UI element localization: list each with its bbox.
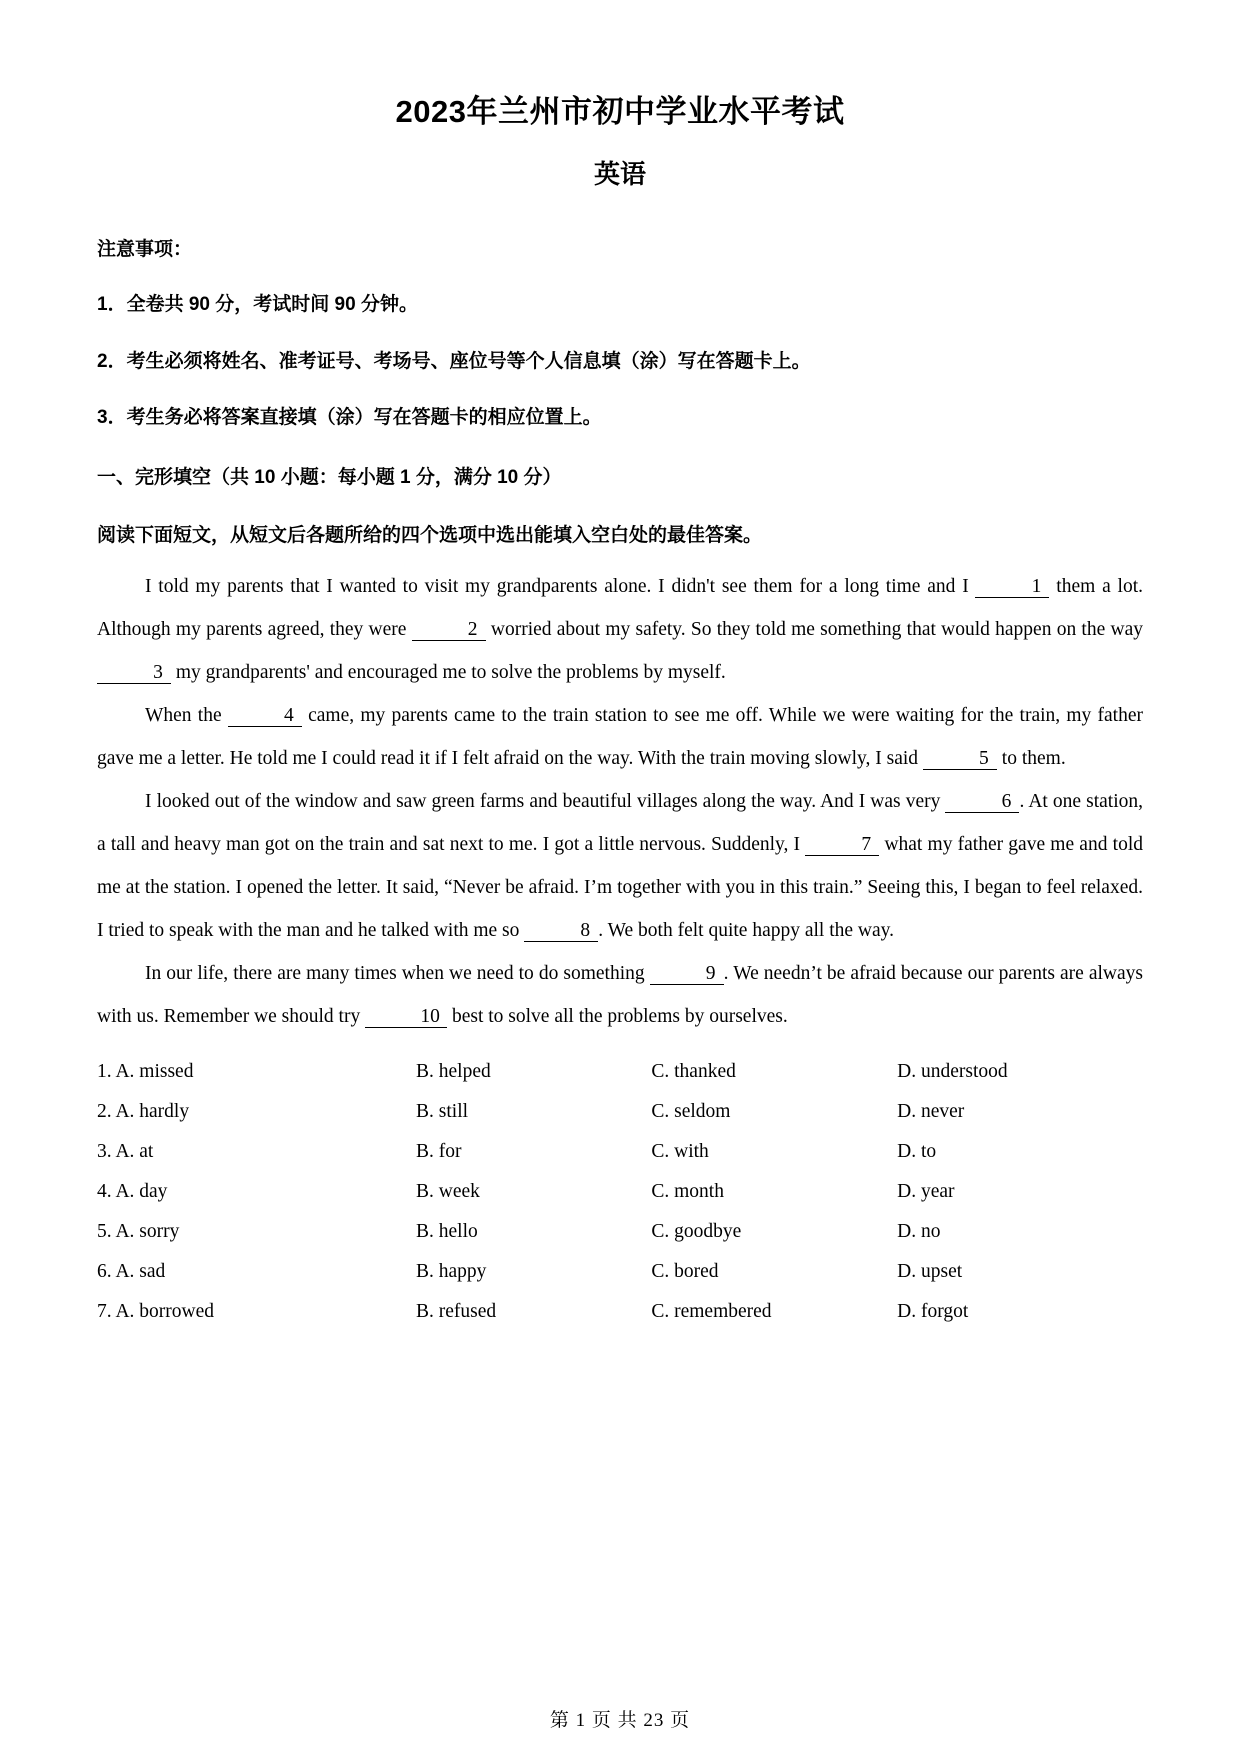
- option-d[interactable]: D. forgot: [897, 1301, 969, 1323]
- question-number: 3.: [97, 1141, 112, 1163]
- question-number: 4.: [97, 1181, 112, 1203]
- option-b[interactable]: B. happy: [416, 1261, 487, 1283]
- option-c[interactable]: C. month: [651, 1181, 724, 1203]
- blank-3[interactable]: 3: [97, 663, 171, 684]
- option-b[interactable]: B. helped: [416, 1061, 491, 1083]
- blank-6[interactable]: 6: [945, 792, 1019, 813]
- option-b[interactable]: B. refused: [416, 1301, 497, 1323]
- cloze-passage: [97, 565, 1143, 1038]
- question-number: 1.: [97, 1061, 112, 1083]
- option-c[interactable]: C. thanked: [651, 1061, 736, 1083]
- option-c[interactable]: C. with: [651, 1141, 709, 1163]
- question-number: 7.: [97, 1301, 112, 1323]
- question-row: [97, 1252, 1143, 1292]
- notice-item-1: 1．全卷共 90 分，考试时间 90 分钟。: [97, 294, 418, 316]
- option-a-label: A. sad: [115, 1261, 166, 1283]
- blank-1[interactable]: 1: [975, 577, 1049, 598]
- passage-text: them a lot. Although my parents agreed, they were: [97, 576, 1143, 641]
- notice-item-2: 2．考生必须将姓名、准考证号、考场号、座位号等个人信息填（涂）写在答题卡上。: [97, 350, 811, 372]
- section-heading-cloze: 一、完形填空（共 10 小题：每小题 1 分，满分 10 分）: [97, 467, 562, 489]
- passage-text: I told my parents that I wanted to visit my grandparents alone. I didn't see them for a long time and I: [145, 576, 976, 598]
- option-d[interactable]: D. understood: [897, 1061, 1008, 1083]
- page-footer: 第 1 页 共 23 页: [549, 1710, 691, 1731]
- blank-10[interactable]: 10: [365, 1007, 447, 1028]
- question-row: [97, 1052, 1143, 1092]
- option-b[interactable]: B. week: [416, 1181, 480, 1203]
- question-row: [97, 1092, 1143, 1132]
- blank-4[interactable]: 4: [228, 706, 302, 727]
- option-a[interactable]: [97, 1252, 416, 1292]
- option-a[interactable]: [97, 1212, 416, 1252]
- passage-text: . We both felt quite happy all the way.: [598, 920, 895, 942]
- option-a-label: A. day: [115, 1181, 168, 1203]
- question-row: [97, 1132, 1143, 1172]
- question-number: 2.: [97, 1101, 112, 1123]
- passage-text: my grandparents' and encouraged me to solve the problems by myself.: [171, 662, 726, 684]
- blank-2[interactable]: 2: [412, 620, 486, 641]
- passage-text: When the: [145, 705, 228, 727]
- option-d[interactable]: D. never: [897, 1101, 965, 1123]
- section-directions: 阅读下面短文，从短文后各题所给的四个选项中选出能填入空白处的最佳答案。: [97, 525, 763, 547]
- option-a[interactable]: [97, 1292, 416, 1332]
- question-number: 6.: [97, 1261, 112, 1283]
- passage-text: best to solve all the problems by ourselves.: [447, 1006, 788, 1028]
- option-a-label: A. at: [115, 1141, 154, 1163]
- notice-heading: 注意事项：: [97, 239, 193, 261]
- option-d[interactable]: D. no: [897, 1221, 941, 1243]
- blank-8[interactable]: 8: [524, 921, 598, 942]
- option-d[interactable]: D. upset: [897, 1261, 963, 1283]
- option-d[interactable]: D. to: [897, 1141, 937, 1163]
- option-a-label: A. hardly: [115, 1101, 190, 1123]
- answer-options-list: [97, 1052, 1143, 1332]
- passage-text: what my father gave me and told me at the station. I opened the letter. It said, “Never be afraid. I’m together with you in this train.” Seeing this, I began to feel relaxed. I tried to speak with the man and he talked with me so: [97, 834, 1143, 942]
- passage-text: In our life, there are many times when we need to do something: [145, 963, 650, 985]
- blank-9[interactable]: 9: [650, 964, 724, 985]
- passage-text: to them.: [996, 748, 1066, 770]
- question-number: 5.: [97, 1221, 112, 1243]
- passage-paragraph-2: [97, 694, 1143, 780]
- page-subtitle: 英语: [593, 159, 646, 190]
- notice-block: [97, 234, 1143, 431]
- option-a[interactable]: [97, 1052, 416, 1092]
- passage-text: came, my parents came to the train station to see me off. While we were waiting for the train, my father gave me a letter. He told me I could read it if I felt afraid on the way. With the train moving slowly, I said: [97, 705, 1143, 770]
- option-c[interactable]: C. remembered: [651, 1301, 772, 1323]
- option-a-label: A. sorry: [115, 1221, 180, 1243]
- option-a[interactable]: [97, 1132, 416, 1172]
- option-b[interactable]: B. still: [416, 1101, 469, 1123]
- option-c[interactable]: C. goodbye: [651, 1221, 742, 1243]
- option-a-label: A. missed: [115, 1061, 194, 1083]
- question-row: [97, 1292, 1143, 1332]
- page-title: 2023年兰州市初中学业水平考试: [395, 94, 845, 129]
- passage-text: I looked out of the window and saw green farms and beautiful villages along the way. And I was very: [145, 791, 946, 813]
- option-d[interactable]: D. year: [897, 1181, 955, 1203]
- blank-5[interactable]: 5: [923, 749, 997, 770]
- passage-text: . At one station, a tall and heavy man got on the train and sat next to me. I got a little nervous. Suddenly, I: [97, 791, 1143, 856]
- option-a-label: A. borrowed: [115, 1301, 214, 1323]
- option-b[interactable]: B. for: [416, 1141, 462, 1163]
- passage-text: . We needn’t be afraid because our parents are always with us. Remember we should try: [97, 963, 1144, 1028]
- passage-paragraph-3: [97, 780, 1143, 952]
- question-row: [97, 1172, 1143, 1212]
- option-c[interactable]: C. seldom: [651, 1101, 731, 1123]
- option-a[interactable]: [97, 1092, 416, 1132]
- notice-item-3: 3．考生务必将答案直接填（涂）写在答题卡的相应位置上。: [97, 407, 602, 429]
- option-c[interactable]: C. bored: [651, 1261, 719, 1283]
- option-b[interactable]: B. hello: [416, 1221, 478, 1243]
- passage-paragraph-4: [97, 952, 1143, 1038]
- blank-7[interactable]: 7: [805, 835, 879, 856]
- passage-paragraph-1: [97, 565, 1143, 694]
- question-row: [97, 1212, 1143, 1252]
- option-a[interactable]: [97, 1172, 416, 1212]
- passage-text: worried about my safety. So they told me something that would happen on the way: [485, 619, 1143, 641]
